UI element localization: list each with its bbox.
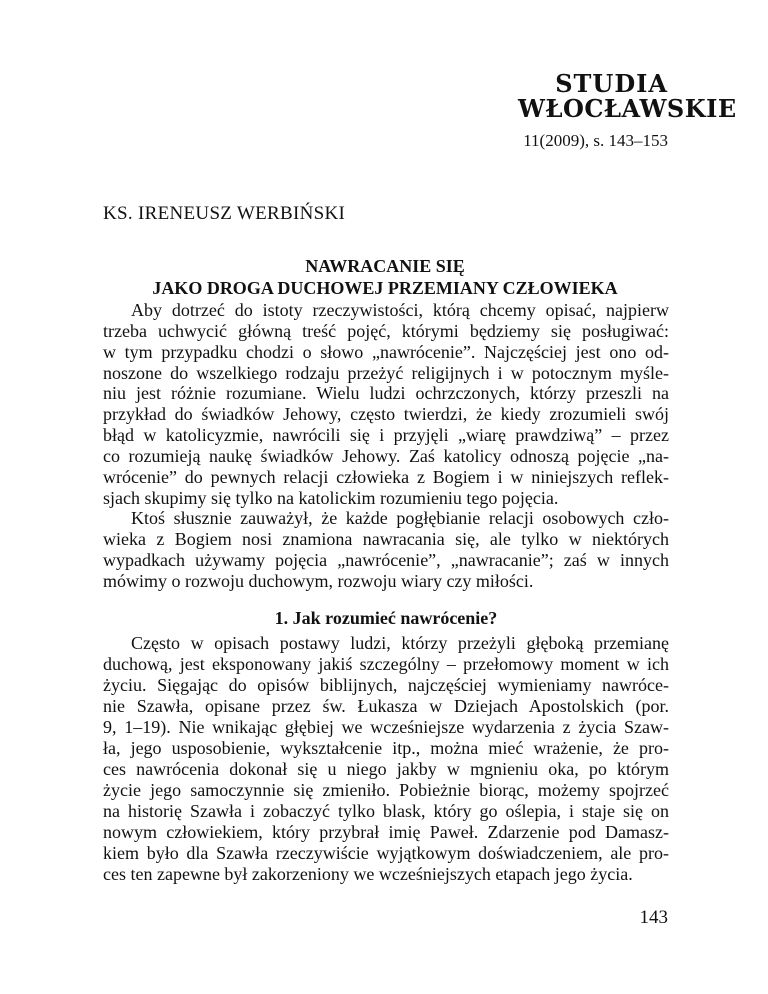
text-line: sjach skupimy się tylko na katolickim rozumieniu tego pojęcia.	[103, 487, 559, 508]
paragraph	[103, 300, 669, 508]
text-line: ces ten zapewne był zakorzeniony we wcześniejszych etapach jego życia.	[103, 864, 633, 884]
text-line: na historię Szawła i zobaczyć tylko blask, który go oślepia, i staje się on	[103, 801, 669, 821]
text-line: życiu. Sięgając do opisów biblijnych, najczęściej wymieniamy nawróce-	[103, 675, 669, 695]
text-line: Ktoś słusznie zauważył, że każde pogłębianie relacji osobowych czło-	[131, 508, 669, 529]
text-line: Często w opisach postawy ludzi, którzy przeżyli głęboką przemianę	[131, 633, 669, 653]
text-line: wypadkach używamy pojęcia „nawrócenie”, „nawracanie”; zaś w innych	[103, 550, 669, 571]
text-line: nie Szawła, opisane przez św. Łukasza w Dziejach Apostolskich (por.	[103, 696, 669, 716]
text-line: trzeba uchwycić główną treść pojęć, którymi będziemy się posługiwać:	[103, 320, 669, 341]
journal-logo	[518, 69, 737, 123]
text-line: mówimy o rozwoju duchowym, rozwoju wiary czy miłości.	[103, 570, 534, 591]
text-line: nowym człowiekiem, który przybrał imię Paweł. Zdarzenie pod Damasz-	[103, 822, 669, 842]
text-line: życie jego samoczynnie się zmieniło. Pobieżnie biorąc, możemy spojrzeć	[103, 780, 669, 800]
text-line: przykład do świadków Jehowy, często twierdzi, że kiedy zrozumieli swój	[103, 404, 669, 425]
author-name: KS. IRENEUSZ WERBIŃSKI	[103, 203, 346, 224]
intro-text	[103, 300, 669, 592]
title-line-2: JAKO DROGA DUCHOWEJ PRZEMIANY CZŁOWIEKA	[152, 278, 618, 298]
text-line: błąd w katolicyzmie, nawrócili się i przyjęli „wiarę prawdziwą” – przez	[103, 425, 669, 446]
text-line: wrócenie” do pewnych relacji człowieka z Bogiem i w niniejszych reflek-	[103, 466, 669, 487]
title-line-1: NAWRACANIE SIĘ	[305, 256, 465, 276]
article-title	[103, 255, 667, 299]
logo-line-studia: STUDIA	[555, 69, 668, 98]
journal-citation: 11(2009), s. 143–153	[523, 131, 668, 150]
text-line: niu jest różnie rozumiane. Wielu ludzi ochrzczonych, którzy przeszli na	[103, 383, 669, 404]
text-line: Aby dotrzeć do istoty rzeczywistości, którą chcemy opisać, najpierw	[131, 300, 669, 320]
paragraph	[103, 633, 669, 885]
text-line: ła, jego usposobienie, wykształcenie itp., można mieć wrażenie, że pro-	[103, 738, 669, 758]
text-line: ces nawrócenia dokonał się u niego jakby w mgnieniu oka, po którym	[103, 759, 669, 779]
text-line: 9, 1–19). Nie wnikając głębiej we wcześniejsze wydarzenia z życia Szaw-	[103, 717, 669, 737]
section-heading: 1. Jak rozumieć nawrócenie?	[274, 608, 498, 628]
text-line: w tym przypadku chodzi o słowo „nawrócenie”. Najczęściej jest ono od-	[103, 341, 669, 362]
section-text	[103, 633, 669, 885]
text-line: noszone do wszelkiego rodzaju przeżyć religijnych i w potocznym myśle-	[103, 362, 669, 383]
paragraph	[103, 508, 669, 591]
text-line: wieka z Bogiem nosi znamiona nawracania się, ale tylko w niektórych	[103, 529, 669, 550]
page-number: 143	[639, 907, 668, 928]
logo-line-wloclawskie: WŁOCŁAWSKIE	[518, 94, 737, 123]
text-line: co rozumieją naukę świadków Jehowy. Zaś katolicy odnoszą pojęcie „na-	[103, 445, 669, 466]
text-line: kiem było dla Szawła rzeczywiście wyjątkowym doświadczeniem, ale pro-	[103, 843, 669, 863]
text-line: duchową, jest eksponowany jakiś szczególny – przełomowy moment w ich	[103, 654, 669, 674]
